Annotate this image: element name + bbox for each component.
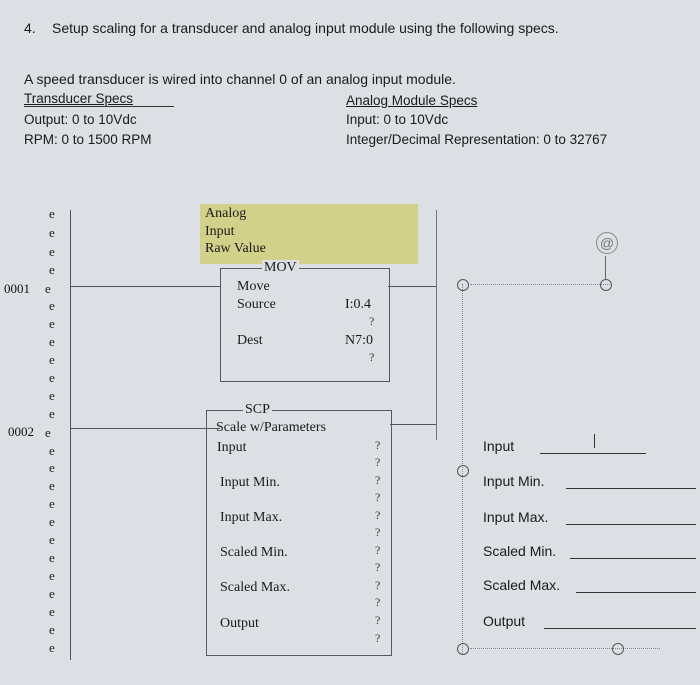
rail-marker: e <box>49 514 55 529</box>
rail-marker: e <box>45 281 51 296</box>
module-input: Input: 0 to 10Vdc <box>346 112 449 127</box>
rail-marker: e <box>49 244 55 259</box>
rail-marker: e <box>49 298 55 313</box>
scp-qmark: ? <box>375 595 381 609</box>
rail-marker: e <box>49 496 55 511</box>
scp-qmark: ? <box>375 631 381 645</box>
rail-marker: e <box>49 225 55 240</box>
mov-title: MOV <box>264 260 297 275</box>
rung-number-0001: 0001 <box>4 281 30 296</box>
scp-qmark: ? <box>375 578 381 592</box>
transducer-title-rule <box>24 106 174 107</box>
scp-qmark: ? <box>375 438 381 452</box>
rail-marker: e <box>49 206 55 221</box>
rail-marker: e <box>49 443 55 458</box>
transducer-rpm: RPM: 0 to 1500 RPM <box>24 132 152 147</box>
module-representation: Integer/Decimal Representation: 0 to 32767 <box>346 132 608 147</box>
rail-marker: e <box>49 388 55 403</box>
rung-0002-coil-line <box>470 648 660 649</box>
transducer-output: Output: 0 to 10Vdc <box>24 112 137 127</box>
scp-title: SCP <box>245 402 270 417</box>
input-blank-cursor <box>594 434 595 448</box>
rail-marker: e <box>45 425 51 440</box>
scp-qmark: ? <box>375 455 381 469</box>
mov-move-label: Move <box>237 279 270 294</box>
rung-0001-coil-line <box>470 284 610 285</box>
highlight-line-2: Input <box>205 224 235 239</box>
rail-marker: e <box>49 550 55 565</box>
scp-param-label: Output <box>220 616 259 631</box>
rail-marker: e <box>49 262 55 277</box>
answer-blank-line[interactable] <box>576 592 696 593</box>
at-sign-icon: @ <box>596 232 618 254</box>
question-text: Setup scaling for a transducer and analog input module using the following specs. <box>52 20 559 36</box>
mov-source-label: Source <box>237 297 276 312</box>
highlight-line-1: Analog <box>205 206 247 221</box>
mov-dest-label: Dest <box>237 333 263 348</box>
scp-param-label: Input Min. <box>220 475 280 490</box>
rung-number-0002: 0002 <box>8 424 34 439</box>
mov-source-value[interactable]: I:0.4 <box>345 297 372 312</box>
highlight-line-3: Raw Value <box>205 241 266 256</box>
rail-marker: e <box>49 568 55 583</box>
answer-blank-line[interactable] <box>540 453 646 454</box>
rail-marker: e <box>49 316 55 331</box>
answer-label: Input Max. <box>483 509 549 525</box>
left-power-rail <box>70 210 71 660</box>
module-specs-title: Analog Module Specs <box>346 93 478 108</box>
rung-0001-start-circle <box>457 279 469 291</box>
scp-param-label: Scaled Min. <box>220 545 288 560</box>
mov-dest-qmark: ? <box>369 350 375 364</box>
scp-qmark: ? <box>375 543 381 557</box>
answer-blank-line[interactable] <box>566 524 696 525</box>
scp-qmark: ? <box>375 560 381 574</box>
coil-stem <box>605 256 606 280</box>
rung-0002-out-line <box>390 424 436 425</box>
rail-marker: e <box>49 622 55 637</box>
answer-label: Scaled Max. <box>483 577 561 593</box>
transducer-specs-title: Transducer Specs <box>24 91 134 106</box>
answer-blank-line[interactable] <box>566 488 696 489</box>
scp-qmark: ? <box>375 473 381 487</box>
inner-right-rail <box>436 210 437 440</box>
question-number: 4. <box>24 20 36 36</box>
answer-label: Output <box>483 613 526 629</box>
scp-param-label: Input <box>217 440 247 455</box>
scp-qmark: ? <box>375 525 381 539</box>
rail-marker: e <box>49 370 55 385</box>
answer-blank-line[interactable] <box>544 628 696 629</box>
scp-qmark: ? <box>375 508 381 522</box>
answer-label: Input Min. <box>483 473 545 489</box>
mov-dest-value[interactable]: N7:0 <box>345 333 373 348</box>
rail-marker: e <box>49 640 55 655</box>
rail-marker: e <box>49 478 55 493</box>
rail-marker: e <box>49 406 55 421</box>
scp-qmark: ? <box>375 613 381 627</box>
rung-0001-out-line <box>388 286 436 287</box>
mov-source-qmark: ? <box>369 314 375 328</box>
scp-subtitle: Scale w/Parameters <box>216 420 327 435</box>
answer-label: Scaled Min. <box>483 543 557 559</box>
rung-0002-start-circle <box>457 643 469 655</box>
intro-text: A speed transducer is wired into channel 0 of an analog input module. <box>24 71 456 87</box>
rail-marker: e <box>49 604 55 619</box>
scp-qmark: ? <box>375 490 381 504</box>
scp-param-label: Scaled Max. <box>220 580 290 595</box>
answer-label: Input <box>483 438 515 454</box>
rung-0002-mid-circle <box>457 465 469 477</box>
rail-marker: e <box>49 586 55 601</box>
rung-0002-line <box>70 428 220 429</box>
rung-0001-line <box>70 286 220 287</box>
rail-marker: e <box>49 352 55 367</box>
rail-marker: e <box>49 334 55 349</box>
rail-marker: e <box>49 532 55 547</box>
rung-0002-end-circle <box>612 643 624 655</box>
rail-marker: e <box>49 460 55 475</box>
rung-0001-end-circle <box>600 279 612 291</box>
answer-blank-line[interactable] <box>570 558 696 559</box>
mov-title-rule-left <box>228 268 260 269</box>
mov-title-rule-right <box>303 268 383 269</box>
scp-param-label: Input Max. <box>220 510 283 525</box>
